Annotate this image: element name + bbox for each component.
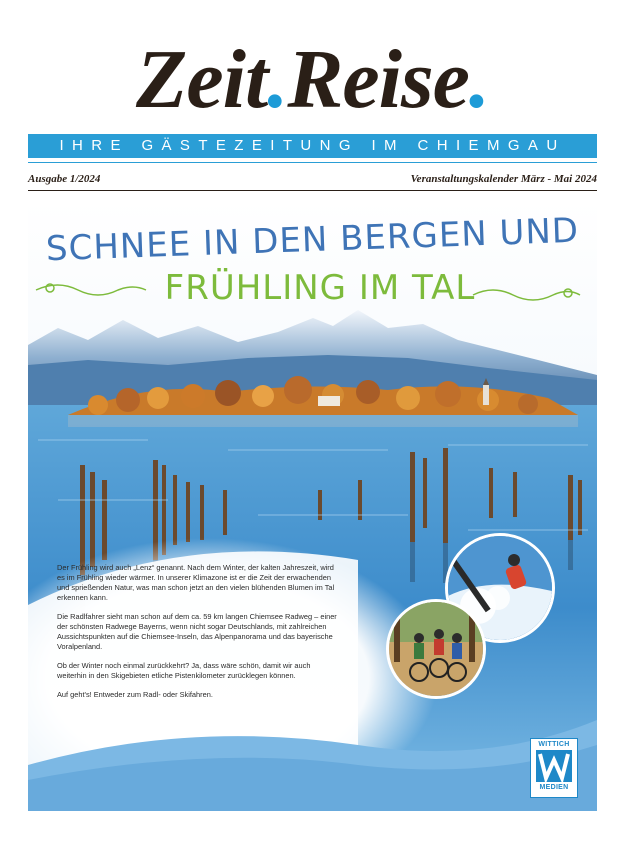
title-dot-end: . (468, 33, 489, 126)
newspaper-title (0, 30, 625, 130)
headline-line-2: FRÜHLING IM TAL (164, 268, 476, 308)
article-body (57, 563, 342, 709)
article-paragraph: Ob der Winter noch einmal zurückkehrt? Ja, dass wäre schön, damit wir auch weiterhin in den Skigebieten etliche Pistenkilometer zurücklegen können. (57, 661, 311, 680)
issue-number: Ausgabe 1/2024 (28, 173, 101, 185)
article-paragraph: Der Frühling wird auch „Lenz“ genannt. Nach dem Winter, der kalten Jahreszeit, wird es im Frühling wieder wärmer. In unserer Klimazone ist er die Zeit der erwachenden und sprießenden Natur, was man schon jetzt an den vielen blühenden Blumen im Tal erkennen kann. (57, 563, 335, 602)
article-paragraph: Auf geht's! Entweder zum Radl- oder Skifahren. (57, 690, 213, 699)
publisher-mark-icon (536, 750, 572, 782)
cyclists-photo (386, 599, 486, 699)
masthead (0, 30, 625, 130)
issue-info-row (28, 173, 597, 189)
publisher-name-top: WITTICH (538, 741, 570, 748)
tagline-bar: IHRE GÄSTEZEITUNG IM CHIEMGAU (28, 134, 597, 158)
event-calendar-label: Veranstaltungskalender März - Mai 2024 (410, 173, 597, 185)
headline-line-1: SCHNEE IN DEN BERGEN UND (45, 210, 580, 270)
title-dot: . (267, 33, 288, 126)
publisher-logo (530, 738, 578, 798)
publisher-name-bottom: MEDIEN (539, 784, 569, 791)
article-paragraph: Die Radlfahrer sieht man schon auf dem ca. 59 km langen Chiemsee Radweg – einer der schönsten Radwege Bayerns, wenn nicht sogar Deutschlands, mit zahlreichen Aussichtspunkten auf die Chiemsee-Inseln, das Alpenpanorama und das bayerische Voralpenland. (57, 612, 337, 651)
divider-rule (28, 162, 597, 163)
title-part-zeit: Zeit (136, 33, 268, 126)
divider-rule-bottom (28, 190, 597, 191)
title-part-reise: Reise (287, 33, 469, 126)
cyclists-illustration (389, 602, 483, 696)
